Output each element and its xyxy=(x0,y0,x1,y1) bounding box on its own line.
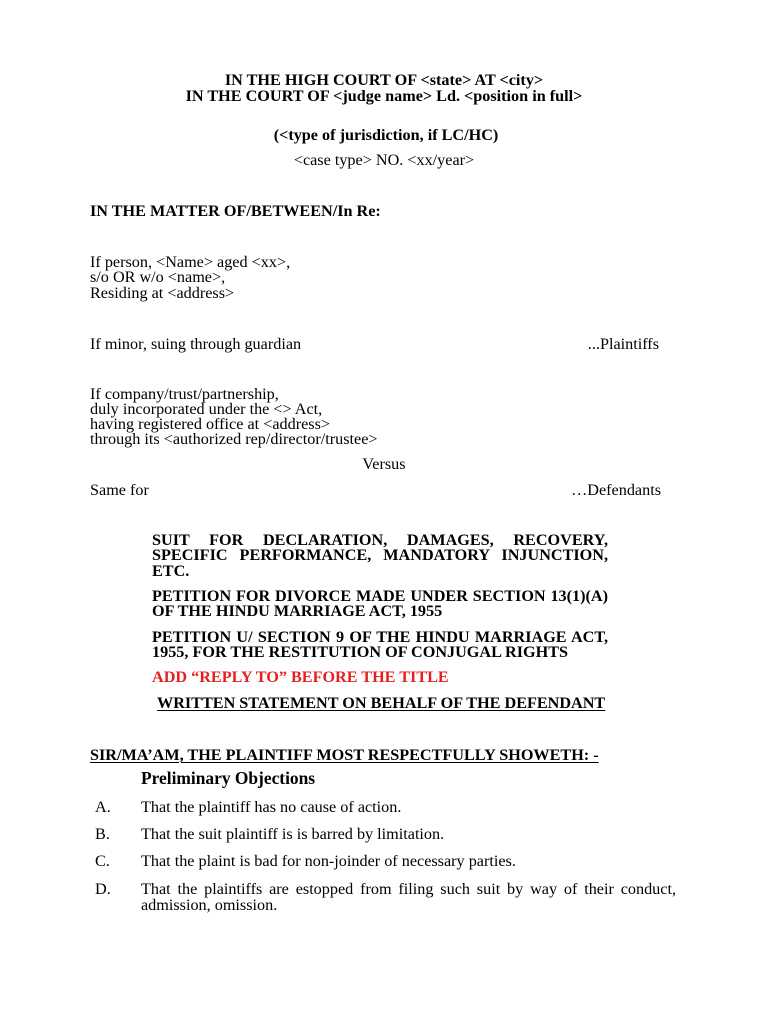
objections-heading: Preliminary Objections xyxy=(141,768,316,788)
divorce-petition-title-line: PETITION FOR DIVORCE MADE UNDER SECTION 13(1)(A) xyxy=(152,587,608,605)
suit-title-line: SPECIFIC PERFORMANCE, MANDATORY INJUNCTION, xyxy=(152,546,608,564)
objection-text: That the plaintiff has no cause of action. xyxy=(141,798,402,816)
person-line: Residing at <address> xyxy=(90,284,235,302)
salutation-line: SIR/MA’AM, THE PLAINTIFF MOST RESPECTFULLY SHOWETH: - xyxy=(90,746,599,764)
restitution-petition-title-line: 1955, FOR THE RESTITUTION OF CONJUGAL RIGHTS xyxy=(152,643,569,661)
minor-line: If minor, suing through guardian xyxy=(90,335,302,353)
company-line: If company/trust/partnership, xyxy=(90,385,279,403)
objection-label: C. xyxy=(95,852,110,870)
written-statement-title: WRITTEN STATEMENT ON BEHALF OF THE DEFENDANT xyxy=(157,694,606,712)
company-line: duly incorporated under the <> Act, xyxy=(90,400,323,418)
objection-text: admission, omission. xyxy=(141,896,278,914)
objection-label: B. xyxy=(95,825,110,843)
restitution-petition-title-line: PETITION U/ SECTION 9 OF THE HINDU MARRIAGE ACT, xyxy=(152,628,608,646)
case-number: <case type> NO. <xx/year> xyxy=(293,151,475,169)
divorce-petition-title-line: OF THE HINDU MARRIAGE ACT, 1955 xyxy=(152,602,443,620)
person-line: If person, <Name> aged <xx>, xyxy=(90,253,291,271)
defendants-label: …Defendants xyxy=(571,481,661,499)
objection-label: A. xyxy=(95,798,111,816)
jurisdiction-line: (<type of jurisdiction, if LC/HC) xyxy=(273,126,499,144)
defendant-line: Same for xyxy=(90,481,149,499)
objection-text: That the suit plaintiff is is barred by limitation. xyxy=(141,825,445,843)
reply-to-note: ADD “REPLY TO” BEFORE THE TITLE xyxy=(152,668,449,686)
objection-text: That the plaintiffs are estopped from filing such suit by way of their conduct, xyxy=(141,880,676,898)
company-line: having registered office at <address> xyxy=(90,415,330,433)
objection-text: That the plaint is bad for non-joinder of necessary parties. xyxy=(141,852,516,870)
matter-heading: IN THE MATTER OF/BETWEEN/In Re: xyxy=(90,202,381,220)
company-line: through its <authorized rep/director/trustee> xyxy=(90,430,378,448)
objection-label: D. xyxy=(95,880,111,898)
court-title-line-1: IN THE HIGH COURT OF <state> AT <city> xyxy=(224,71,544,89)
suit-title-line: ETC. xyxy=(152,562,190,580)
suit-title-line: SUIT FOR DECLARATION, DAMAGES, RECOVERY, xyxy=(152,531,608,549)
plaintiffs-label: ...Plaintiffs xyxy=(587,335,659,353)
versus-label: Versus xyxy=(362,455,406,473)
person-line: s/o OR w/o <name>, xyxy=(90,268,226,286)
court-title-line-2: IN THE COURT OF <judge name> Ld. <position in full> xyxy=(185,87,583,105)
